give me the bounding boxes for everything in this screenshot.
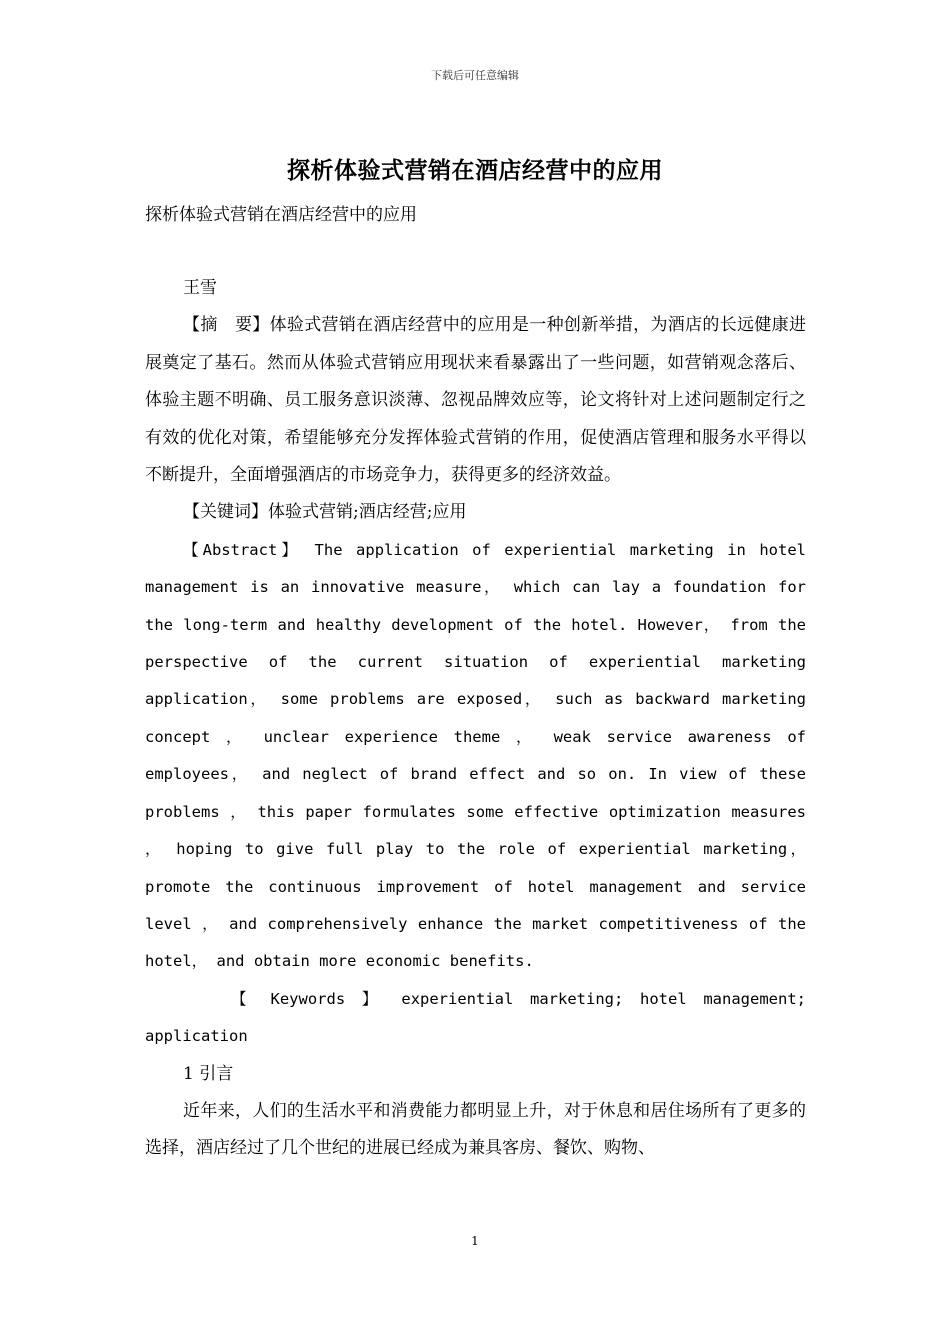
abstract-english: 【Abstract】 The application of experiential marketing in hotel management is an innovative measure， which can lay a foundation for the long-term and healthy development of the hotel. However， from the perspective of the current situation of experiential marketing application， some problems are exposed， such as backward marketing concept ， unclear experience theme ， weak service awareness of employees， and neglect of brand effect and so on. In view of these problems ， this paper formulates some effective optimization measures ， hoping to give full play to the role of experiential marketing， promote the continuous improvement of hotel management and service level ， and comprehensively enhance the market competitiveness of the hotel， and obtain more economic benefits. <box>145 540 806 971</box>
document-body <box>145 270 806 1168</box>
document-subtitle: 探析体验式营销在酒店经营中的应用 <box>145 205 417 225</box>
page-header-note: 下载后可任意编辑 <box>431 69 519 82</box>
intro-paragraph: 近年来，人们的生活水平和消费能力都明显上升，对于休息和居住场所有了更多的选择，酒店经过了几个世纪的进展已经成为兼具客房、餐饮、购物、 <box>145 1100 806 1159</box>
page-number: 1 <box>471 1234 479 1248</box>
section-heading: 1 引言 <box>183 1063 234 1084</box>
author-name: 王雪 <box>183 278 217 298</box>
keywords-chinese: 【关键词】体验式营销;酒店经营;应用 <box>183 502 467 523</box>
abstract-chinese: 【摘 要】体验式营销在酒店经营中的应用是一种创新举措，为酒店的长远健康进展奠定了基石。然而从体验式营销应用现状来看暴露出了一些问题，如营销观念落后、体验主题不明确、员工服务意识淡薄、忽视品牌效应等，论文将针对上述问题制定行之有效的优化对策，希望能够充分发挥体验式营销的作用，促使酒店管理和服务水平得以不断提升，全面增强酒店的市场竞争力，获得更多的经济效益。 <box>145 315 806 486</box>
document-title: 探析体验式营销在酒店经营中的应用 <box>287 157 663 184</box>
keywords-english: 【 Keywords 】 experiential marketing; hotel management; application <box>145 989 806 1046</box>
